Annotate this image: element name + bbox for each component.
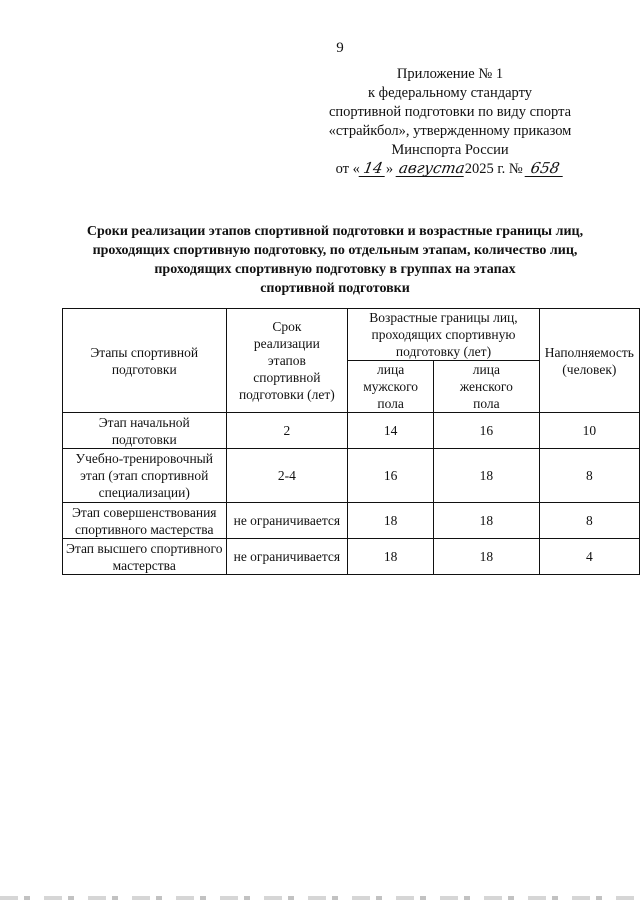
date-year: 2025 г. №	[464, 161, 523, 177]
row-occupancy: 8	[539, 503, 639, 539]
date-prefix: от «	[335, 161, 360, 177]
row-stage: Этап совершенствования спортивного мастерства	[63, 503, 227, 539]
appendix-line-1: Приложение № 1	[396, 66, 504, 82]
appendix-line-2: к федеральному стандарту	[368, 85, 532, 101]
row-occupancy: 4	[539, 539, 639, 575]
header-stages: Этапы спортивной подготовки	[63, 309, 227, 413]
row-stage: Учебно-тренировочный этап (этап спортивной специализации)	[63, 449, 227, 503]
appendix-line-5: Минспорта России	[391, 142, 509, 158]
row-occupancy: 10	[539, 413, 639, 449]
row-female: 18	[434, 503, 540, 539]
row-duration: 2	[226, 413, 348, 449]
table-row	[63, 503, 640, 539]
row-duration: 2-4	[226, 449, 348, 503]
table-row	[63, 449, 640, 503]
handwritten-day: 14	[358, 161, 387, 177]
row-stage: Этап начальной подготовки	[63, 413, 227, 449]
appendix-line-4: «страйкбол», утвержденному приказом	[328, 123, 572, 139]
row-occupancy: 8	[539, 449, 639, 503]
row-male: 16	[348, 449, 434, 503]
header-male: лица мужского пола	[348, 361, 434, 413]
appendix-block	[290, 65, 610, 179]
header-female: лица женского пола	[434, 361, 540, 413]
row-stage: Этап высшего спортивного мастерства	[63, 539, 227, 575]
header-age-limits: Возрастные границы лиц, проходящих спортивную подготовку (лет)	[348, 309, 539, 361]
scan-artifact	[0, 896, 640, 900]
title-line-2: проходящих спортивную подготовку, по отдельным этапам, количество лиц,	[92, 243, 578, 258]
appendix-line-3: спортивной подготовки по виду спорта	[328, 104, 572, 120]
order-date-line	[290, 160, 610, 179]
row-duration: не ограничивается	[226, 539, 348, 575]
page-number: 9	[336, 40, 344, 56]
row-female: 18	[434, 449, 540, 503]
stages-table	[62, 308, 640, 575]
row-male: 18	[348, 539, 434, 575]
handwritten-month: августа	[397, 159, 467, 177]
table-row	[63, 539, 640, 575]
title-line-4: спортивной подготовки	[260, 281, 410, 296]
row-duration: не ограничивается	[226, 503, 348, 539]
document-title	[40, 222, 630, 298]
header-duration: Срок реализации этапов спортивной подготовки (лет)	[226, 309, 348, 413]
date-mid: »	[385, 161, 394, 177]
handwritten-order-number: 658	[525, 161, 566, 177]
title-line-3: проходящих спортивную подготовку в группах на этапах	[154, 262, 516, 277]
header-occupancy: Наполняемость (человек)	[539, 309, 639, 413]
row-male: 18	[348, 503, 434, 539]
title-line-1: Сроки реализации этапов спортивной подготовки и возрастные границы лиц,	[86, 224, 584, 239]
table-row	[63, 413, 640, 449]
row-male: 14	[348, 413, 434, 449]
row-female: 16	[434, 413, 540, 449]
row-female: 18	[434, 539, 540, 575]
